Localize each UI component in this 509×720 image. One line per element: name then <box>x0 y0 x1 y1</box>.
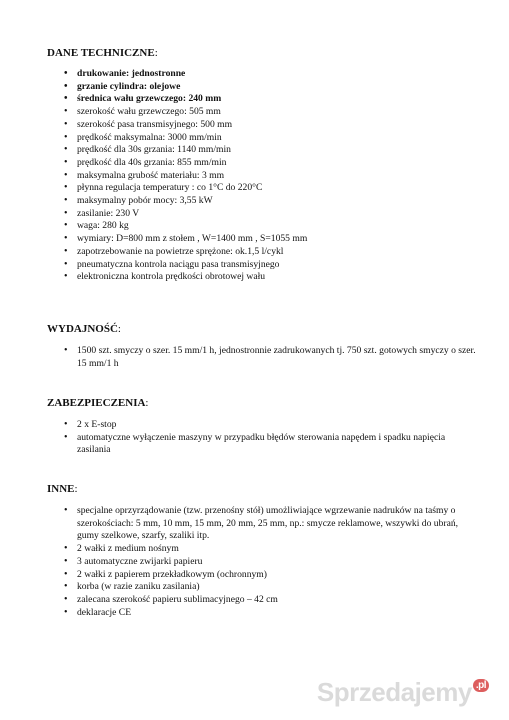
section-title: INNE <box>47 483 75 495</box>
section-dane-techniczne <box>47 46 477 284</box>
section-heading: WYDAJNOŚĆ: <box>47 323 121 335</box>
list-item: • średnica wału grzewczego: 240 mm <box>47 93 477 106</box>
section-zabezpieczenia <box>47 396 477 457</box>
list-item: • elektroniczna kontrola prędkości obrotowej wału <box>47 271 477 284</box>
watermark-text: Sprzedajemy <box>316 677 472 707</box>
list-item: • szerokość wału grzewczego: 505 mm <box>47 106 477 119</box>
watermark-badge: .pl <box>473 679 489 692</box>
list-item: • płynna regulacja temperatury : co 1°C do 220°C <box>47 182 477 195</box>
section-title: WYDAJNOŚĆ <box>47 323 118 335</box>
list-item: • korba (w razie zaniku zasilania) <box>47 581 477 594</box>
list-item: • zapotrzebowanie na powietrze sprężone: ok.1,5 l/cykl <box>47 246 477 259</box>
list-item: • maksymalna grubość materiału: 3 mm <box>47 170 477 183</box>
performance-list <box>47 345 477 370</box>
section-heading: INNE: <box>47 483 78 495</box>
list-item: • zalecana szerokość papieru sublimacyjnego – 42 cm <box>47 594 477 607</box>
list-item: • prędkość dla 40s grzania: 855 mm/min <box>47 157 477 170</box>
section-heading: ZABEZPIECZENIA: <box>47 397 149 409</box>
section-title: ZABEZPIECZENIA <box>47 397 146 409</box>
list-item: • maksymalny pobór mocy: 3,55 kW <box>47 195 477 208</box>
safety-list <box>47 419 477 457</box>
list-item: • wymiary: D=800 mm z stołem , W=1400 mm , S=1055 mm <box>47 233 477 246</box>
list-item: • specjalne oprzyrządowanie (tzw. przenośny stół) umożliwiające wgrzewanie nadruków na taśmy o szerokościach: 5 mm, 10 mm, 15 mm, 20 mm, 25 mm, np.: smycze reklamowe, wszywki do ubrań, gumy szelkowe, szarfy, szaliki itp. <box>47 505 477 543</box>
list-item: • 2 wałki z medium nośnym <box>47 543 477 556</box>
watermark-logo <box>317 677 489 708</box>
list-item: • zasilanie: 230 V <box>47 208 477 221</box>
list-item: • deklaracje CE <box>47 607 477 620</box>
list-item: • grzanie cylindra: olejowe <box>47 81 477 94</box>
list-item: • 3 automatyczne zwijarki papieru <box>47 556 477 569</box>
list-item: • 2 x E-stop <box>47 419 477 432</box>
section-title: DANE TECHNICZNE <box>47 47 155 59</box>
list-item: • waga: 280 kg <box>47 220 477 233</box>
list-item: • szerokość pasa transmisyjnego: 500 mm <box>47 119 477 132</box>
list-item: • 1500 szt. smyczy o szer. 15 mm/1 h, jednostronnie zadrukowanych tj. 750 szt. gotowych smyczy o szer. 15 mm/1 h <box>47 345 477 370</box>
list-item: • drukowanie: jednostronne <box>47 68 477 81</box>
list-item: • automatyczne wyłączenie maszyny w przypadku błędów sterowania napędem i spadku napięcia zasilania <box>47 432 477 457</box>
list-item: • prędkość maksymalna: 3000 mm/min <box>47 132 477 145</box>
list-item: • pneumatyczna kontrola naciągu pasa transmisyjnego <box>47 259 477 272</box>
other-list <box>47 505 477 619</box>
section-heading: DANE TECHNICZNE: <box>47 47 158 59</box>
list-item: • 2 wałki z papierem przekładkowym (ochronnym) <box>47 569 477 582</box>
section-wydajnosc <box>47 322 477 370</box>
spec-list <box>47 68 477 284</box>
list-item: • prędkość dla 30s grzania: 1140 mm/min <box>47 144 477 157</box>
section-inne <box>47 482 477 619</box>
